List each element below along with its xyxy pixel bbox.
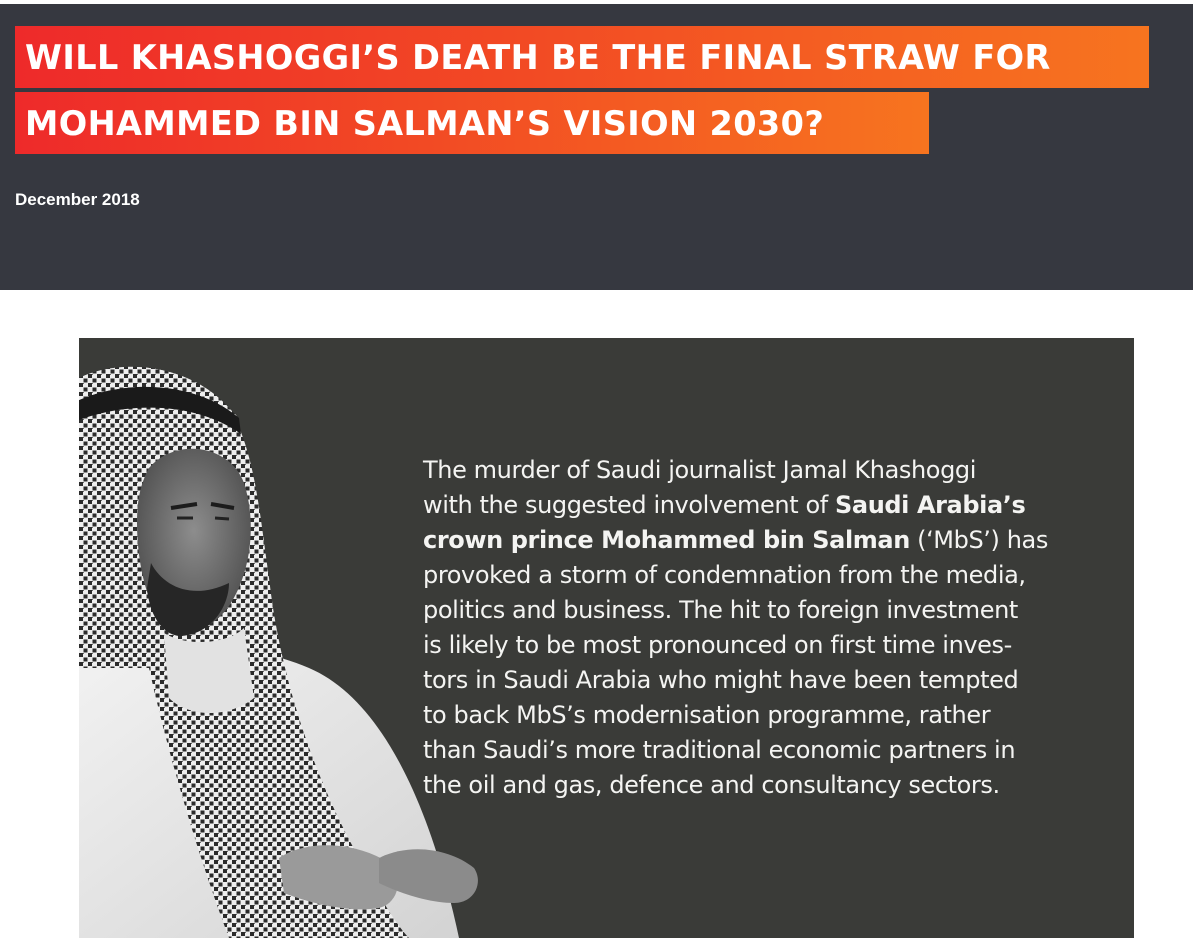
hero-line: with the suggested involvement of Saudi Arabia’s bbox=[423, 491, 1026, 519]
hero-banner bbox=[79, 338, 1134, 938]
hero-line: tors in Saudi Arabia who might have been tempted bbox=[423, 666, 1019, 694]
hero-line: The murder of Saudi journalist Jamal Khashoggi bbox=[423, 456, 977, 484]
article-title-text-2: MOHAMMED BIN SALMAN’S VISION 2030? bbox=[25, 103, 825, 143]
hero-line: to back MbS’s modernisation programme, rather bbox=[423, 701, 991, 729]
hero-paragraph bbox=[423, 453, 1123, 803]
article-title-line-1 bbox=[15, 26, 1149, 88]
hero-line: provoked a storm of condemnation from the media, bbox=[423, 561, 1026, 589]
article-date: December 2018 bbox=[15, 190, 140, 209]
hero-line: than Saudi’s more traditional economic partners in bbox=[423, 736, 1016, 764]
hero-line: crown prince Mohammed bin Salman (‘MbS’) has bbox=[423, 526, 1048, 554]
article-header bbox=[0, 4, 1193, 290]
article-title-text-1: WILL KHASHOGGI’S DEATH BE THE FINAL STRAW FOR bbox=[25, 37, 1051, 77]
hero-line: the oil and gas, defence and consultancy sectors. bbox=[423, 771, 1000, 799]
hero-line: politics and business. The hit to foreign investment bbox=[423, 596, 1018, 624]
hero-line: is likely to be most pronounced on first time inves- bbox=[423, 631, 1012, 659]
article-title-line-2 bbox=[15, 92, 929, 154]
